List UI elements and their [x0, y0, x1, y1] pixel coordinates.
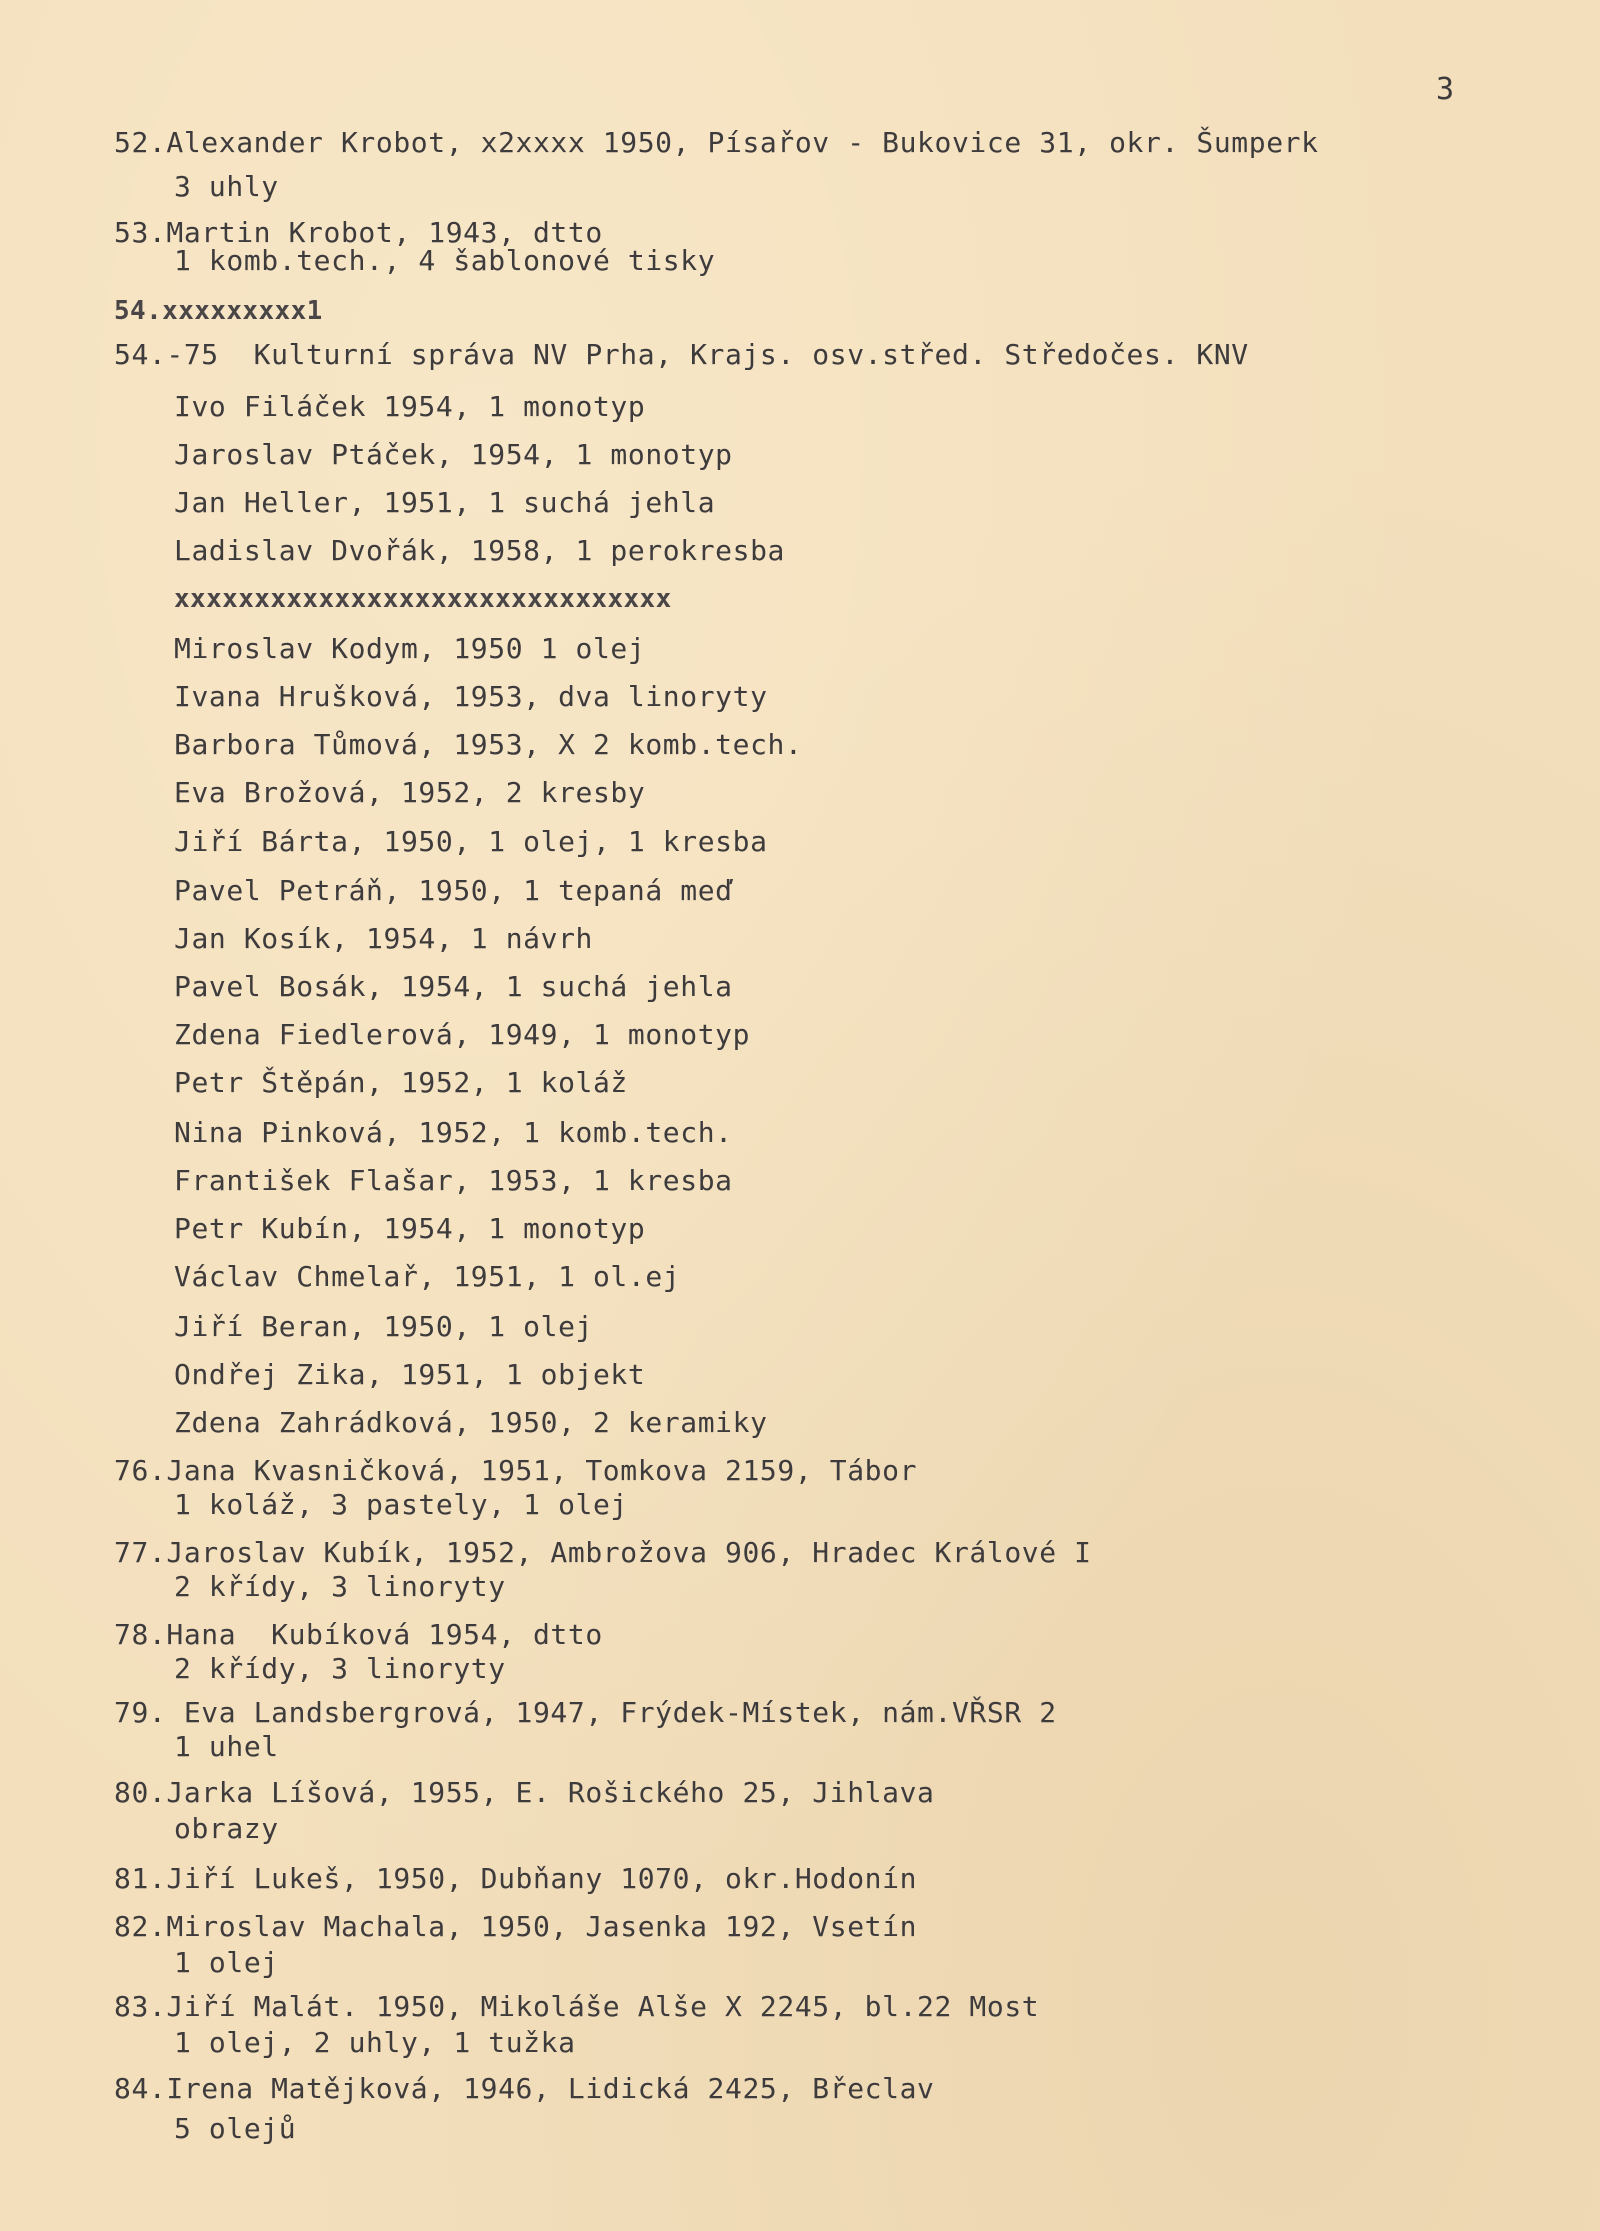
group-item: Jiří Beran, 1950, 1 olej: [174, 1310, 593, 1343]
group-item: Petr Kubín, 1954, 1 monotyp: [174, 1212, 646, 1245]
group-item: Václav Chmelař, 1951, 1 ol.ej: [174, 1260, 681, 1293]
entry-84-line: 84.Irena Matějková, 1946, Lidická 2425, Břeclav: [114, 2072, 935, 2105]
struck-out-line: 54.xxxxxxxxx1: [114, 296, 323, 326]
entry-78-detail: 2 křídy, 3 linoryty: [174, 1652, 506, 1685]
group-header: 54.-75 Kulturní správa NV Prha, Krajs. osv.střed. Středočes. KNV: [114, 338, 1249, 371]
entry-76-detail: 1 koláž, 3 pastely, 1 olej: [174, 1488, 628, 1521]
group-item: Nina Pinková, 1952, 1 komb.tech.: [174, 1116, 733, 1149]
group-item: Jaroslav Ptáček, 1954, 1 monotyp: [174, 438, 733, 471]
entry-76-line: 76.Jana Kvasničková, 1951, Tomkova 2159, Tábor: [114, 1454, 918, 1487]
entry-82-line: 82.Miroslav Machala, 1950, Jasenka 192, Vsetín: [114, 1910, 918, 1943]
group-item: František Flašar, 1953, 1 kresba: [174, 1164, 733, 1197]
group-item: Pavel Petráň, 1950, 1 tepaná meď: [174, 874, 733, 907]
group-item: Jan Kosík, 1954, 1 návrh: [174, 922, 593, 955]
entry-78-line: 78.Hana Kubíková 1954, dtto: [114, 1618, 603, 1651]
entry-80-line: 80.Jarka Líšová, 1955, E. Rošického 25, Jihlava: [114, 1776, 935, 1809]
entry-82-detail: 1 olej: [174, 1946, 279, 1979]
entry-80-detail: obrazy: [174, 1812, 279, 1845]
entry-77-detail: 2 křídy, 3 linoryty: [174, 1570, 506, 1603]
page-number: 3: [1436, 72, 1456, 107]
entry-52-line: 52.Alexander Krobot, x2xxxx 1950, Písařov - Bukovice 31, okr. Šumperk: [114, 126, 1319, 159]
entry-77-line: 77.Jaroslav Kubík, 1952, Ambrožova 906, Hradec Králové I: [114, 1536, 1092, 1569]
group-item: Ondřej Zika, 1951, 1 objekt: [174, 1358, 646, 1391]
entry-81-line: 81.Jiří Lukeš, 1950, Dubňany 1070, okr.Hodonín: [114, 1862, 918, 1895]
group-item: Petr Štěpán, 1952, 1 koláž: [174, 1066, 628, 1099]
entry-79-detail: 1 uhel: [174, 1730, 279, 1763]
group-item: Ivo Filáček 1954, 1 monotyp: [174, 390, 646, 423]
entry-53-detail: 1 komb.tech., 4 šablonové tisky: [174, 244, 716, 277]
group-item: Zdena Fiedlerová, 1949, 1 monotyp: [174, 1018, 751, 1051]
entry-52-detail: 3 uhly: [174, 170, 279, 203]
group-item: Ivana Hrušková, 1953, dva linoryty: [174, 680, 768, 713]
entry-79-line: 79. Eva Landsbergrová, 1947, Frýdek-Místek, nám.VŘSR 2: [114, 1696, 1057, 1729]
group-item-struck: xxxxxxxxxxxxxxxxxxxxxxxxxxxxxxx: [174, 584, 672, 614]
entry-83-line: 83.Jiří Malát. 1950, Mikoláše Alše X 2245, bl.22 Most: [114, 1990, 1040, 2023]
group-item: Jan Heller, 1951, 1 suchá jehla: [174, 486, 716, 519]
group-item: Ladislav Dvořák, 1958, 1 perokresba: [174, 534, 786, 567]
group-item: Jiří Bárta, 1950, 1 olej, 1 kresba: [174, 825, 768, 858]
group-item: Zdena Zahrádková, 1950, 2 keramiky: [174, 1406, 768, 1439]
group-item: Miroslav Kodym, 1950 1 olej: [174, 632, 646, 665]
entry-83-detail: 1 olej, 2 uhly, 1 tužka: [174, 2026, 576, 2059]
group-item: Pavel Bosák, 1954, 1 suchá jehla: [174, 970, 733, 1003]
group-item: Eva Brožová, 1952, 2 kresby: [174, 776, 646, 809]
group-item: Barbora Tůmová, 1953, X 2 komb.tech.: [174, 728, 803, 761]
entry-53-line: 53.Martin Krobot, 1943, dtto: [114, 216, 603, 249]
entry-84-detail: 5 olejů: [174, 2112, 297, 2145]
